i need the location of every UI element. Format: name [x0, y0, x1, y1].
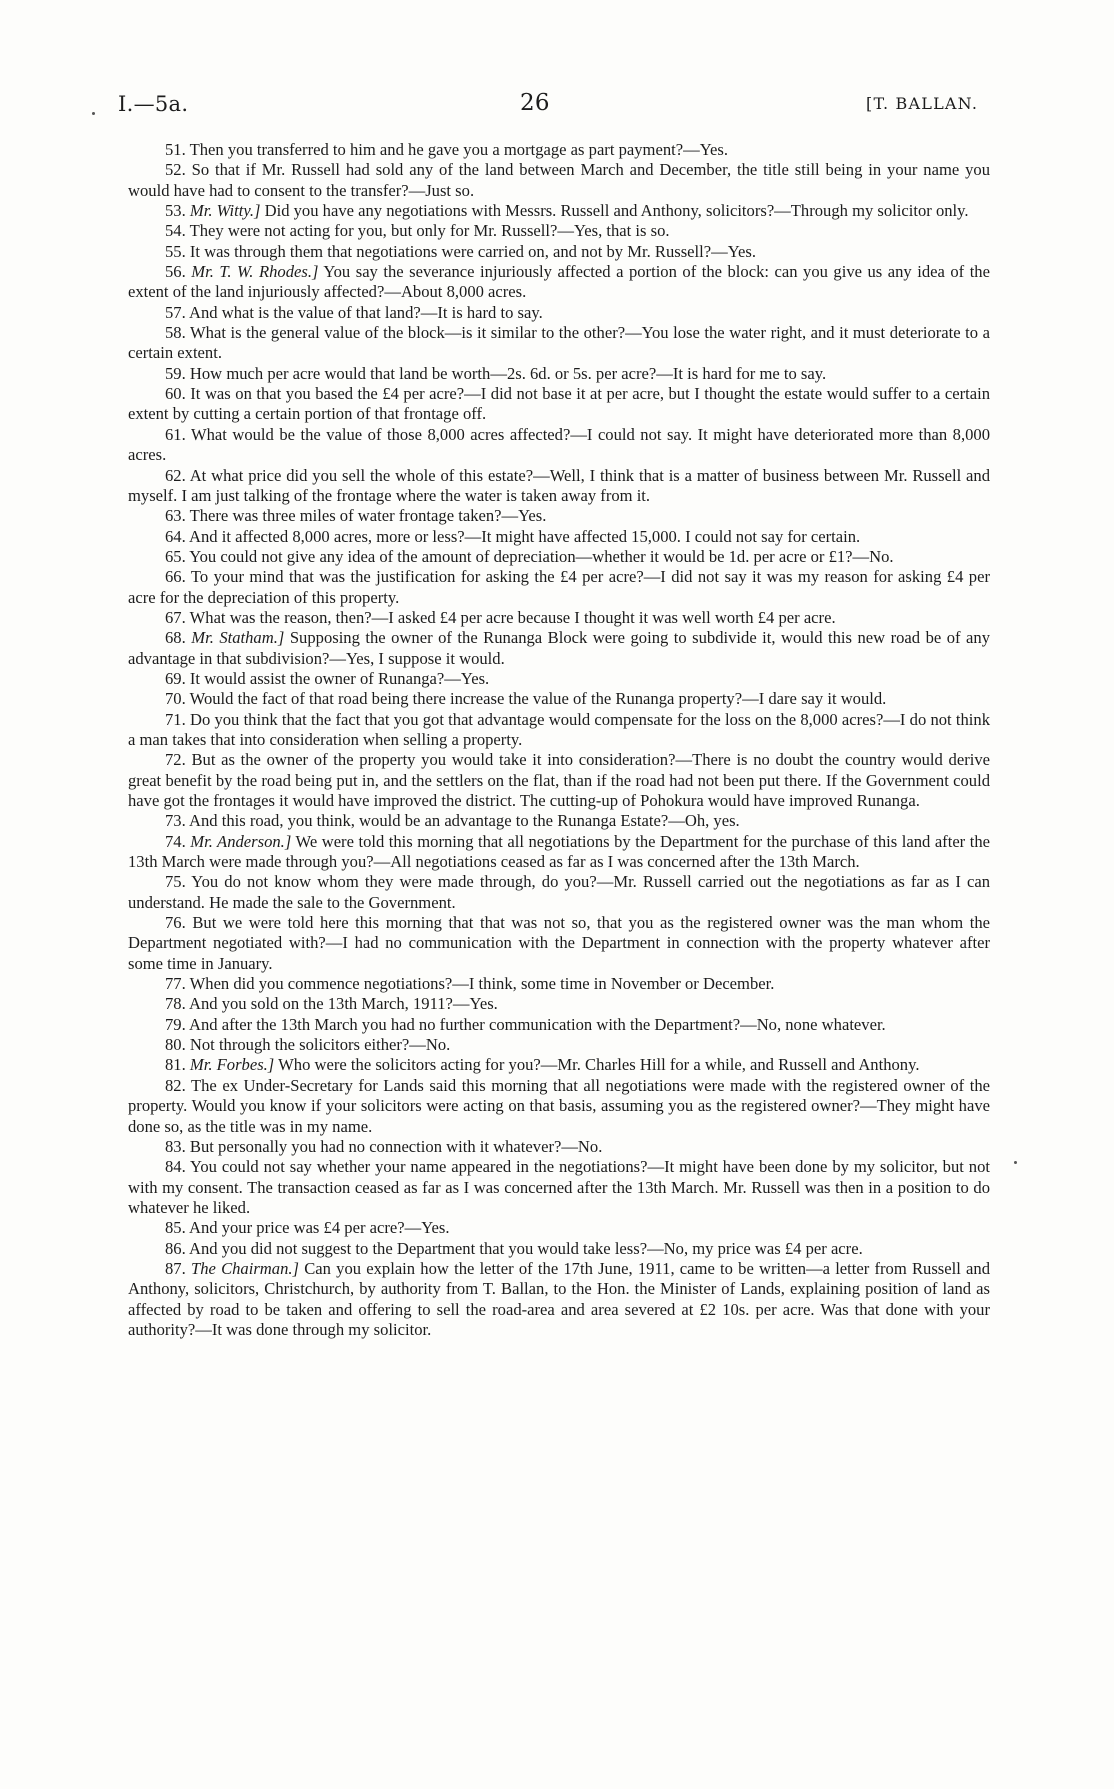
question-number: 52.	[165, 160, 186, 180]
speaker-label: The Chairman.]	[190, 1258, 299, 1278]
question-number: 65.	[165, 546, 186, 566]
question-61	[128, 425, 990, 466]
question-71	[128, 710, 990, 751]
question-text: But as the owner of the property you would take it into consideration?—There is no doubt the country would derive great benefit by the road being put in, and the settlers on the flat, than if the road had not been put there. If the Government could have got the frontages it would have improved the district. The cutting-up of Pohokura would have improved Runanga.	[128, 750, 990, 810]
question-number: 63.	[165, 506, 186, 526]
question-text: What would be the value of those 8,000 acres affected?—I could not say. It might have deteriorated more than 8,000 acres.	[128, 424, 990, 465]
question-number: 81.	[165, 1055, 186, 1075]
question-text: You could not say whether your name appeared in the negotiations?—It might have been done by my solicitor, but not with my consent. The transaction ceased as far as I was concerned after the 13th March. Mr. Russell was then in a position to do whatever he liked.	[128, 1157, 990, 1217]
question-number: 61.	[165, 424, 186, 444]
question-text: And your price was £4 per acre?—Yes.	[188, 1218, 450, 1238]
question-number: 53.	[165, 201, 186, 221]
question-text: Then you transferred to him and he gave you a mortgage as part payment?—Yes.	[189, 140, 728, 159]
question-text: And after the 13th March you had no further communication with the Department?—No, none whatever.	[188, 1014, 886, 1034]
question-51	[128, 140, 990, 160]
question-66	[128, 567, 990, 608]
question-73	[128, 811, 990, 831]
question-text: To your mind that was the justification for asking the £4 per acre?—I did not say it was my reason for asking £4 per acre for the depreciation of this property.	[128, 567, 990, 607]
question-number: 69.	[165, 668, 186, 688]
question-84	[128, 1157, 990, 1218]
question-67	[128, 608, 990, 628]
speaker-label: Mr. Anderson.]	[190, 831, 292, 851]
question-text: And what is the value of that land?—It is hard to say.	[188, 302, 543, 322]
question-text: It would assist the owner of Runanga?—Yes.	[189, 668, 490, 688]
question-number: 84.	[165, 1157, 186, 1177]
question-number: 68.	[165, 628, 186, 648]
speaker-label: Mr. Statham.]	[191, 628, 285, 648]
question-number: 54.	[165, 221, 186, 241]
question-text: And this road, you think, would be an advantage to the Runanga Estate?—Oh, yes.	[188, 811, 740, 831]
question-text: It was on that you based the £4 per acre?—I did not base it at per acre, but I thought the estate would suffer to a certain extent by cutting a certain portion of that frontage off.	[128, 384, 990, 424]
question-text: Do you think that the fact that you got that advantage would compensate for the loss on the 8,000 acres?—I do not think a man takes that into consideration when selling a property.	[128, 709, 990, 749]
question-number: 78.	[165, 994, 186, 1014]
evidence-transcript	[128, 140, 990, 1340]
question-text: Supposing the owner of the Runanga Block were going to subdivide it, would this new road be of any advantage in that subdivision?—Yes, I suppose it would.	[128, 628, 990, 668]
question-text: Who were the solicitors acting for you?—Mr. Charles Hill for a while, and Russell and Anthony.	[278, 1055, 920, 1075]
question-text: Would the fact of that road being there increase the value of the Runanga property?—I dare say it would.	[189, 689, 887, 709]
question-number: 80.	[165, 1035, 186, 1055]
question-65	[128, 547, 990, 567]
question-text: You do not know whom they were made through, do you?—Mr. Russell carried out the negotiations as far as I can understand. He made the sale to the Government.	[128, 872, 990, 912]
question-number: 62.	[165, 465, 186, 485]
question-75	[128, 872, 990, 913]
question-82	[128, 1076, 990, 1137]
question-text: How much per acre would that land be worth—2s. 6d. or 5s. per acre?—It is hard for me to say.	[189, 363, 827, 383]
question-text: You could not give any idea of the amount of depreciation—whether it would be 1d. per acre or £1?—No.	[189, 546, 894, 566]
question-number: 73.	[165, 811, 186, 831]
question-54	[128, 221, 990, 241]
witness-name: [T. BALLAN.	[866, 94, 979, 113]
question-number: 82.	[165, 1075, 186, 1095]
question-text: But we were told here this morning that that was not so, that you as the registered owner was the man whom the Department negotiated with?—I had no communication with the Department in connection with the property whatever after some time in January.	[128, 913, 990, 973]
question-number: 75.	[165, 872, 186, 892]
question-text: What was the reason, then?—I asked £4 per acre because I thought it was well worth £4 per acre.	[189, 607, 836, 627]
question-number: 60.	[165, 384, 186, 404]
question-77	[128, 974, 990, 994]
question-text: We were told this morning that all negotiations by the Department for the purchase of this land after the 13th March were made through you?—All negotiations ceased as far as I was concerned after the 13th March.	[128, 831, 990, 872]
question-text: Not through the solicitors either?—No.	[189, 1035, 451, 1055]
question-text: What is the general value of the block—is it similar to the other?—You lose the water right, and it must deteriorate to a certain extent.	[128, 323, 990, 363]
question-text: It was through them that negotiations were carried on, and not by Mr. Russell?—Yes.	[189, 241, 756, 261]
question-69	[128, 669, 990, 689]
question-text: So that if Mr. Russell had sold any of the land between March and December, the title still being in your name you would have had to consent to the transfer?—Just so.	[128, 160, 990, 200]
scan-speck	[92, 112, 95, 115]
question-78	[128, 994, 990, 1014]
paper-reference: I.—5a.	[118, 92, 189, 116]
question-85	[128, 1218, 990, 1238]
speaker-label: Mr. Forbes.]	[189, 1055, 275, 1075]
question-number: 64.	[165, 526, 186, 546]
question-text: When did you commence negotiations?—I think, some time in November or December.	[189, 974, 775, 994]
question-number: 74.	[165, 831, 186, 851]
speaker-label: Mr. T. W. Rhodes.]	[191, 262, 319, 282]
scan-speck	[1014, 1161, 1017, 1164]
question-number: 70.	[165, 689, 186, 709]
question-58	[128, 323, 990, 364]
question-53	[128, 201, 990, 221]
question-55	[128, 242, 990, 262]
question-70	[128, 689, 990, 709]
question-56	[128, 262, 990, 303]
question-number: 76.	[165, 913, 186, 933]
question-74	[128, 832, 990, 873]
question-57	[128, 303, 990, 323]
question-number: 87.	[165, 1258, 186, 1278]
question-text: But personally you had no connection with it whatever?—No.	[189, 1136, 603, 1156]
question-number: 67.	[165, 607, 186, 627]
question-text: And you did not suggest to the Department that you would take less?—No, my price was £4 per acre.	[188, 1238, 863, 1258]
question-87	[128, 1259, 990, 1340]
question-text: Can you explain how the letter of the 17th June, 1911, came to be written—a letter from Russell and Anthony, solicitors, Christchurch, by authority from T. Ballan, to the Hon. the Minister of Lands, explaining position of land as affected by road to be taken and offering to sell the road-area and area severed at £2 10s. per acre. Was that done with your authority?—It was done through my solicitor.	[128, 1258, 990, 1339]
question-number: 86.	[165, 1238, 186, 1258]
question-80	[128, 1035, 990, 1055]
question-number: 57.	[165, 302, 186, 322]
question-60	[128, 384, 990, 425]
question-63	[128, 506, 990, 526]
question-number: 66.	[165, 567, 186, 587]
question-text: There was three miles of water frontage taken?—Yes.	[189, 506, 547, 526]
question-76	[128, 913, 990, 974]
question-number: 51.	[165, 140, 186, 159]
question-79	[128, 1015, 990, 1035]
question-number: 85.	[165, 1218, 186, 1238]
question-62	[128, 466, 990, 507]
question-text: At what price did you sell the whole of this estate?—Well, I think that is a matter of business between Mr. Russell and myself. I am just talking of the frontage where the water is taken away from it.	[128, 465, 990, 505]
question-number: 59.	[165, 363, 186, 383]
speaker-label: Mr. Witty.]	[189, 201, 261, 221]
question-number: 71.	[165, 709, 186, 729]
question-text: You say the severance injuriously affected a portion of the block: can you give us any idea of the extent of the land injuriously affected?—About 8,000 acres.	[128, 262, 990, 302]
question-number: 56.	[165, 262, 186, 282]
page-number: 26	[520, 90, 550, 116]
question-59	[128, 364, 990, 384]
question-number: 79.	[165, 1014, 186, 1034]
question-52	[128, 160, 990, 201]
question-text: Did you have any negotiations with Messrs. Russell and Anthony, solicitors?—Through my solicitor only.	[264, 201, 969, 221]
question-81	[128, 1055, 990, 1075]
question-72	[128, 750, 990, 811]
question-number: 83.	[165, 1136, 186, 1156]
question-text: And it affected 8,000 acres, more or less?—It might have affected 15,000. I could not say for certain.	[188, 526, 861, 546]
question-text: And you sold on the 13th March, 1911?—Yes.	[188, 994, 498, 1014]
question-text: They were not acting for you, but only for Mr. Russell?—Yes, that is so.	[189, 221, 670, 241]
question-number: 72.	[165, 750, 186, 770]
question-number: 77.	[165, 974, 186, 994]
question-number: 58.	[165, 323, 186, 343]
question-64	[128, 527, 990, 547]
question-86	[128, 1239, 990, 1259]
question-83	[128, 1137, 990, 1157]
question-68	[128, 628, 990, 669]
question-text: The ex Under-Secretary for Lands said this morning that all negotiations were made with the registered owner of the property. Would you know if your solicitors were acting on that basis, assuming you as the registered owner?—They might have done so, as the title was in my name.	[128, 1075, 990, 1136]
question-number: 55.	[165, 241, 186, 261]
